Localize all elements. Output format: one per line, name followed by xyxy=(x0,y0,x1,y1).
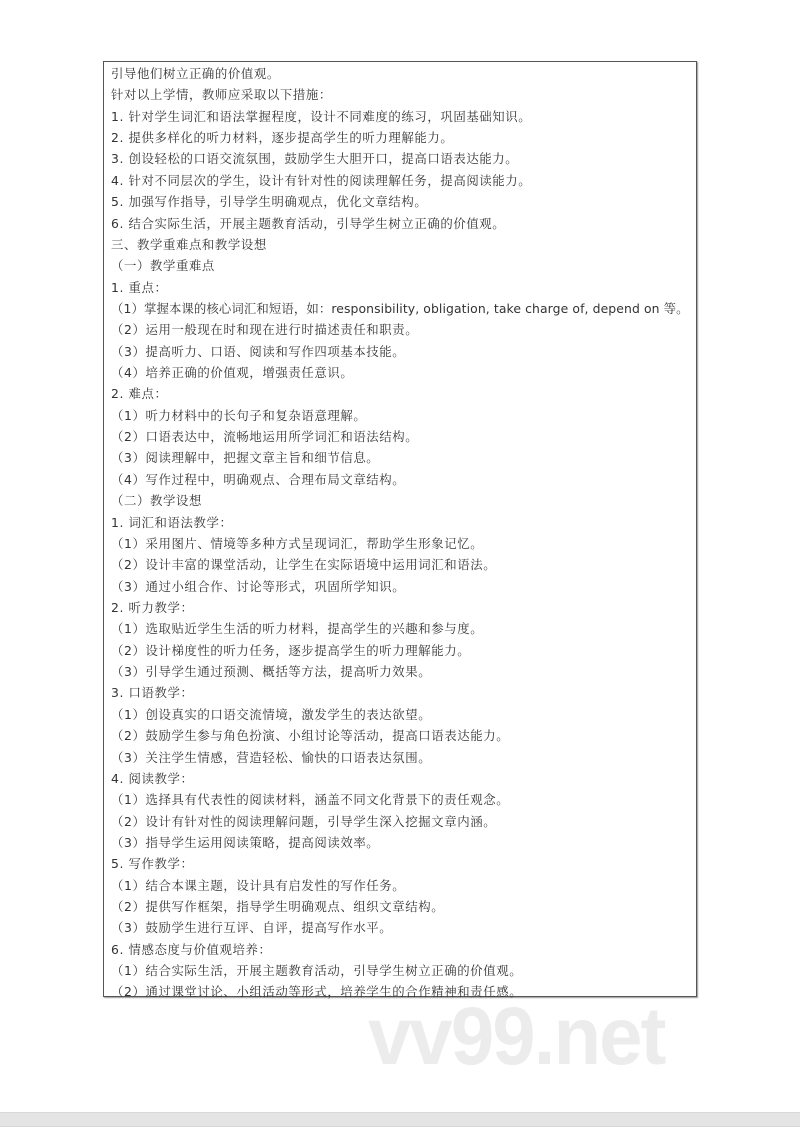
text-line: （1）听力材料中的长句子和复杂语意理解。 xyxy=(111,407,367,423)
text-line: 1. 针对学生词汇和语法掌握程度，设计不同难度的练习，巩固基础知识。 xyxy=(111,108,532,124)
text-line: 3. 口语教学： xyxy=(111,685,194,701)
text-line: 6. 结合实际生活，开展主题教育活动，引导学生树立正确的价值观。 xyxy=(111,215,506,231)
text-line: （3）引导学生通过预测、概括等方法，提高听力效果。 xyxy=(111,664,432,680)
text-line: （2）设计有针对性的阅读理解问题，引导学生深入挖掘文章内涵。 xyxy=(111,813,497,829)
text-line: （2）通过课堂讨论、小组活动等形式，培养学生的合作精神和责任感。 xyxy=(111,984,523,1000)
text-line: 引导他们树立正确的价值观。 xyxy=(111,66,280,81)
text-line: （3）阅读理解中，把握文章主旨和细节信息。 xyxy=(111,450,380,466)
text-line: （3）通过小组合作、讨论等形式，巩固所学知识。 xyxy=(111,578,406,594)
text-line: 5. 加强写作指导，引导学生明确观点，优化文章结构。 xyxy=(111,194,428,210)
text-line: （3）提高听力、口语、阅读和写作四项基本技能。 xyxy=(111,343,406,359)
text-line: （1）结合实际生活，开展主题教育活动，引导学生树立正确的价值观。 xyxy=(111,963,523,979)
text-line: 2. 难点： xyxy=(111,386,168,402)
text-line: （1）掌握本课的核心词汇和短语，如：responsibility, obligation, take charge of, depend on 等。 xyxy=(111,300,689,316)
text-line: （二）教学设想 xyxy=(111,493,202,509)
text-line: 针对以上学情，教师应采取以下措施： xyxy=(111,87,332,103)
text-line: （4）写作过程中，明确观点、合理布局文章结构。 xyxy=(111,471,406,487)
text-line: （3）关注学生情感，营造轻松、愉快的口语表达氛围。 xyxy=(111,749,432,765)
text-line: （3）指导学生运用阅读策略，提高阅读效率。 xyxy=(111,834,380,850)
text-line: （2）运用一般现在时和现在进行时描述责任和职责。 xyxy=(111,322,419,338)
text-line: （3）鼓励学生进行互评、自评，提高写作水平。 xyxy=(111,920,393,936)
text-line: 2. 提供多样化的听力材料，逐步提高学生的听力理解能力。 xyxy=(111,130,454,146)
text-line: 6. 情感态度与价值观培养： xyxy=(111,941,272,957)
text-line: 3. 创设轻松的口语交流氛围，鼓励学生大胆开口，提高口语表达能力。 xyxy=(111,151,519,167)
text-line: 4. 针对不同层次的学生，设计有针对性的阅读理解任务，提高阅读能力。 xyxy=(111,172,532,188)
text-line: 1. 重点： xyxy=(111,279,168,295)
text-line: （1）采用图片、情境等多种方式呈现词汇，帮助学生形象记忆。 xyxy=(111,535,484,551)
text-line: 三、教学重难点和教学设想 xyxy=(111,236,267,252)
text-line: （2）提供写作框架，指导学生明确观点、组织文章结构。 xyxy=(111,899,445,915)
text-line: （一）教学重难点 xyxy=(111,258,215,274)
text-line: （2）设计丰富的课堂活动，让学生在实际语境中运用词汇和语法。 xyxy=(111,557,497,573)
text-line: 5. 写作教学： xyxy=(111,856,194,872)
text-line: （2）设计梯度性的听力任务，逐步提高学生的听力理解能力。 xyxy=(111,642,471,658)
document-text-box xyxy=(103,61,697,1000)
text-line: （1）结合本课主题，设计具有启发性的写作任务。 xyxy=(111,877,406,893)
text-line: （2）鼓励学生参与角色扮演、小组讨论等活动，提高口语表达能力。 xyxy=(111,728,510,744)
text-line: 2. 听力教学： xyxy=(111,599,194,615)
watermark: vv99.net xyxy=(368,991,665,1082)
text-line: （2）口语表达中，流畅地运用所学词汇和语法结构。 xyxy=(111,429,419,445)
text-line: 4. 阅读教学： xyxy=(111,770,194,786)
text-line: （1）选取贴近学生生活的听力材料，提高学生的兴趣和参与度。 xyxy=(111,621,484,637)
page-separator xyxy=(0,1112,800,1127)
text-line: （1）创设真实的口语交流情境，激发学生的表达欲望。 xyxy=(111,706,432,722)
text-line: 1. 词汇和语法教学： xyxy=(111,514,233,530)
text-line: （1）选择具有代表性的阅读材料，涵盖不同文化背景下的责任观念。 xyxy=(111,792,510,808)
text-line: （4）培养正确的价值观，增强责任意识。 xyxy=(111,365,354,381)
